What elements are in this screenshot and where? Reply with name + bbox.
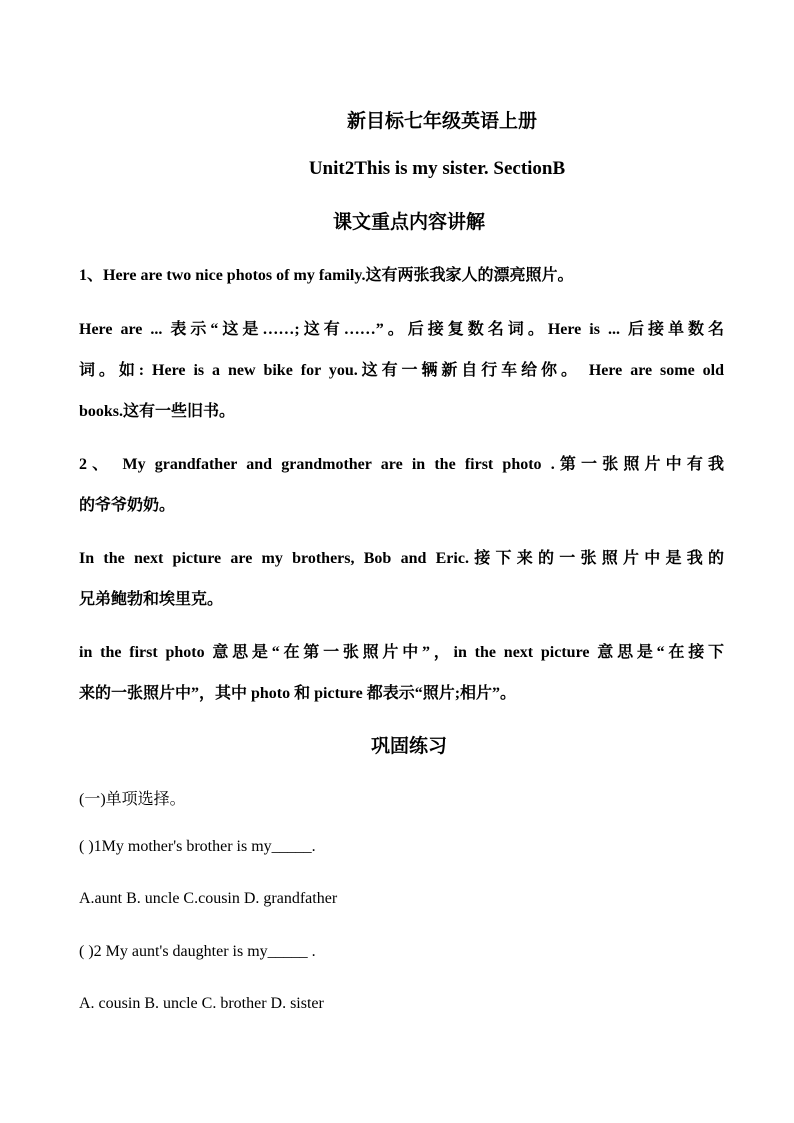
- section-title: 课文重点内容讲解: [332, 212, 485, 233]
- note-2-example-line-1: In the next picture are my brothers, Bob and Eric.接下来的一张照片中是我的: [79, 550, 724, 567]
- question-2-options: A. cousin B. uncle C. brother D. sister: [79, 995, 324, 1012]
- note-1-explanation-line-3: books.这有一些旧书。: [79, 403, 236, 420]
- question-1-options: A.aunt B. uncle C.cousin D. grandfather: [79, 890, 338, 907]
- note-2-explanation-line-1: in the first photo 意思是“在第一张照片中”，in the next picture 意思是“在接下: [79, 644, 724, 661]
- practice-part-heading: (一)单项选择。: [79, 791, 186, 808]
- note-2-explanation-line-2: 来的一张照片中”，其中 photo 和 picture 都表示“照片;相片”。: [79, 685, 517, 702]
- note-2-sentence-line-1: 2、 My grandfather and grandmother are in the first photo .第一张照片中有我: [79, 456, 724, 473]
- note-1-sentence: 1、Here are two nice photos of my family.这有两张我家人的漂亮照片。: [79, 267, 574, 284]
- question-2: ( )2 My aunt's daughter is my_____ .: [79, 943, 316, 960]
- note-2-sentence-line-2: 的爷爷奶奶。: [79, 497, 176, 514]
- note-2-example-line-2: 兄弟鲍勃和埃里克。: [79, 591, 224, 608]
- note-1-explanation-line-1: Here are ... 表示“这是……;这有……”。后接复数名词。Here is ... 后接单数名: [79, 321, 724, 338]
- book-title: 新目标七年级英语上册: [346, 111, 537, 132]
- unit-title: Unit2This is my sister. SectionB: [308, 158, 566, 179]
- practice-title: 巩固练习: [370, 736, 447, 757]
- question-1: ( )1My mother's brother is my_____.: [79, 838, 316, 855]
- note-1-explanation-line-2: 词。如: Here is a new bike for you.这有一辆新自行车给你。 Here are some old: [79, 362, 724, 379]
